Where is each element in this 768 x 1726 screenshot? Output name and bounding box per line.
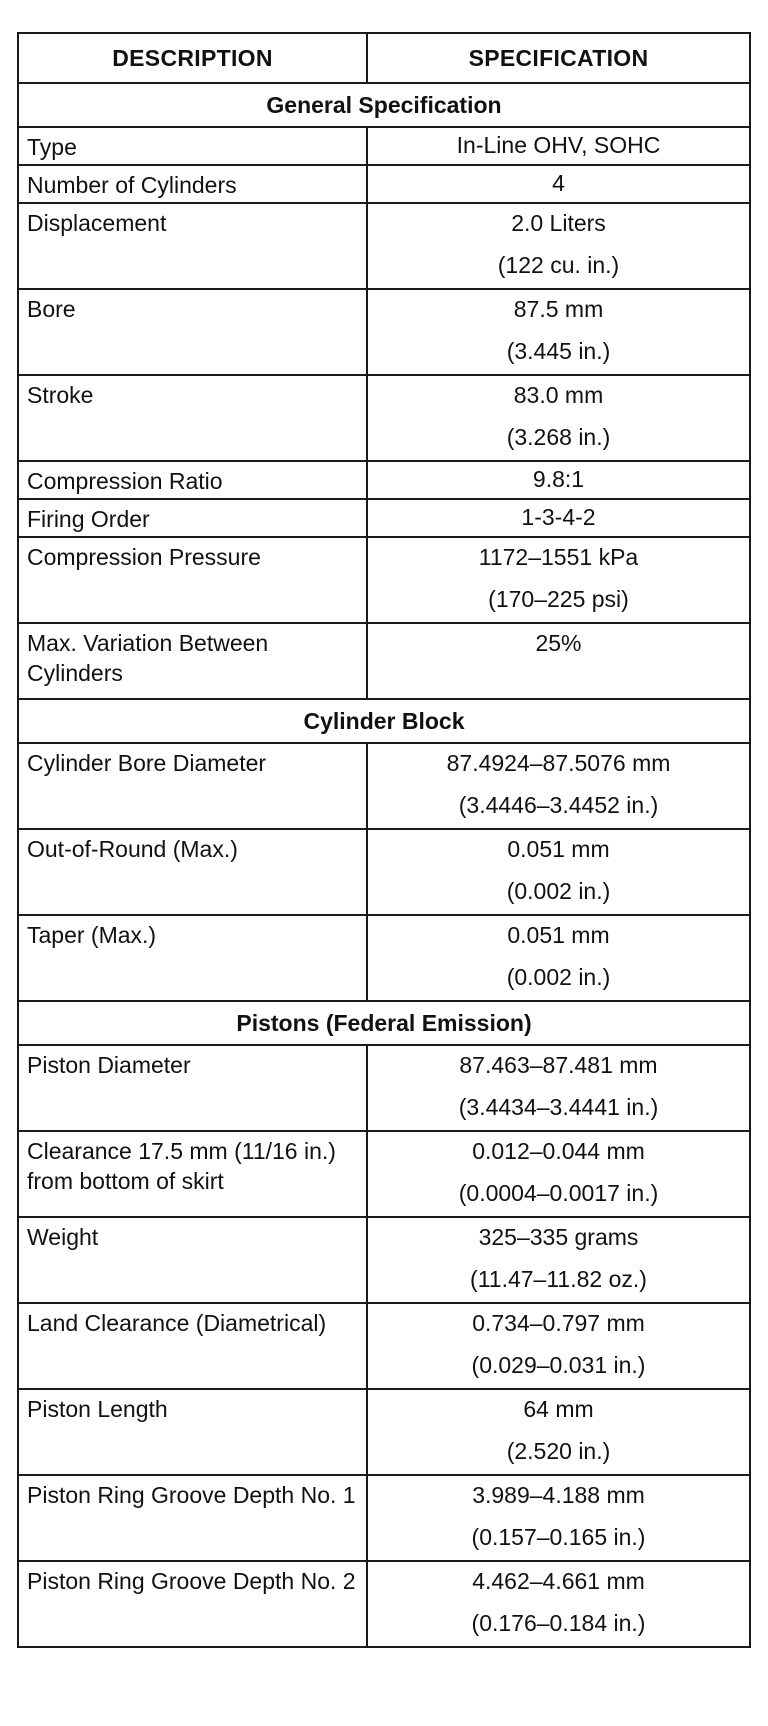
table-row xyxy=(18,165,750,203)
specification-value: 0.012–0.044 mm xyxy=(472,1138,645,1164)
specification-value: 1172–1551 kPa xyxy=(478,544,639,570)
table-row xyxy=(18,499,750,537)
specification-cell xyxy=(367,623,750,699)
specification-value: (122 cu. in.) xyxy=(497,252,620,278)
specification-value: (0.002 in.) xyxy=(506,878,611,904)
specification-cell xyxy=(367,375,750,461)
description-cell: Firing Order xyxy=(18,499,367,537)
specification-value: 3.989–4.188 mm xyxy=(472,1482,645,1508)
table-row xyxy=(18,1303,750,1389)
specification-value: 4.462–4.661 mm xyxy=(472,1568,645,1594)
description-column-header: DESCRIPTION xyxy=(18,33,367,83)
description-cell: Stroke xyxy=(18,375,367,461)
specification-cell xyxy=(367,165,750,203)
description-cell: Clearance 17.5 mm (11/16 in.) from bottom of skirt xyxy=(18,1131,367,1217)
specification-cell xyxy=(367,1475,750,1561)
description-cell: Number of Cylinders xyxy=(18,165,367,203)
table-row xyxy=(18,1131,750,1217)
specification-cell xyxy=(367,829,750,915)
section-title: Pistons (Federal Emission) xyxy=(18,1001,750,1045)
table-row xyxy=(18,1045,750,1131)
table-row xyxy=(18,1561,750,1647)
description-cell: Piston Diameter xyxy=(18,1045,367,1131)
table-body xyxy=(18,83,750,1647)
table-row xyxy=(18,461,750,499)
section-title: General Specification xyxy=(18,83,750,127)
table-row xyxy=(18,375,750,461)
specification-cell xyxy=(367,1045,750,1131)
specification-value: 0.734–0.797 mm xyxy=(472,1310,645,1336)
specification-cell xyxy=(367,915,750,1001)
specification-cell xyxy=(367,1217,750,1303)
specification-value: (0.157–0.165 in.) xyxy=(471,1524,646,1550)
description-cell: Compression Pressure xyxy=(18,537,367,623)
specification-value: In-Line OHV, SOHC xyxy=(456,132,661,158)
table-row xyxy=(18,203,750,289)
specification-cell xyxy=(367,203,750,289)
table-row xyxy=(18,1389,750,1475)
specification-value: 83.0 mm xyxy=(513,382,604,408)
specification-value: 325–335 grams xyxy=(478,1224,639,1250)
table-header xyxy=(18,33,750,83)
specification-value: 1-3-4-2 xyxy=(521,504,596,530)
specification-value: (11.47–11.82 oz.) xyxy=(470,1266,647,1292)
section-row xyxy=(18,699,750,743)
section-title: Cylinder Block xyxy=(18,699,750,743)
description-cell: Piston Ring Groove Depth No. 1 xyxy=(18,1475,367,1561)
table-row xyxy=(18,537,750,623)
table-row xyxy=(18,127,750,165)
description-cell: Taper (Max.) xyxy=(18,915,367,1001)
table-row xyxy=(18,743,750,829)
specification-cell xyxy=(367,289,750,375)
specification-cell xyxy=(367,127,750,165)
specification-cell xyxy=(367,743,750,829)
specification-value: (3.445 in.) xyxy=(506,338,611,364)
specification-cell xyxy=(367,499,750,537)
specification-cell xyxy=(367,1389,750,1475)
specification-cell xyxy=(367,1303,750,1389)
specification-value: 2.0 Liters xyxy=(511,210,606,236)
header-row xyxy=(18,33,750,83)
specification-value: 87.5 mm xyxy=(513,296,604,322)
specification-table xyxy=(17,32,751,1648)
specification-value: 4 xyxy=(552,170,565,196)
specification-value: (3.268 in.) xyxy=(506,424,611,450)
table-row xyxy=(18,915,750,1001)
section-row xyxy=(18,1001,750,1045)
specification-value: 9.8:1 xyxy=(532,466,585,492)
specification-value: (0.176–0.184 in.) xyxy=(471,1610,646,1636)
description-cell: Compression Ratio xyxy=(18,461,367,499)
specification-value: (3.4434–3.4441 in.) xyxy=(458,1094,659,1120)
description-cell: Piston Ring Groove Depth No. 2 xyxy=(18,1561,367,1647)
description-cell: Out-of-Round (Max.) xyxy=(18,829,367,915)
specification-value: 0.051 mm xyxy=(507,836,610,862)
table-row xyxy=(18,623,750,699)
table-row xyxy=(18,1217,750,1303)
specification-cell xyxy=(367,461,750,499)
description-cell: Land Clearance (Diametrical) xyxy=(18,1303,367,1389)
specification-value: (0.029–0.031 in.) xyxy=(471,1352,646,1378)
description-cell: Type xyxy=(18,127,367,165)
specification-value: (170–225 psi) xyxy=(488,586,629,612)
section-row xyxy=(18,83,750,127)
specification-value: 87.463–87.481 mm xyxy=(459,1052,658,1078)
description-cell: Weight xyxy=(18,1217,367,1303)
description-cell: Max. Variation Between Cylinders xyxy=(18,623,367,699)
specification-column-header: SPECIFICATION xyxy=(367,33,750,83)
description-cell: Piston Length xyxy=(18,1389,367,1475)
specification-cell xyxy=(367,1561,750,1647)
table-row xyxy=(18,289,750,375)
specification-value: (0.0004–0.0017 in.) xyxy=(458,1180,659,1206)
specification-value: (3.4446–3.4452 in.) xyxy=(458,792,659,818)
table-row xyxy=(18,829,750,915)
specification-value: 25% xyxy=(535,630,582,656)
description-cell: Displacement xyxy=(18,203,367,289)
specification-value: 87.4924–87.5076 mm xyxy=(446,750,671,776)
specification-value: 0.051 mm xyxy=(507,922,610,948)
specification-value: (2.520 in.) xyxy=(506,1438,611,1464)
specification-value: (0.002 in.) xyxy=(506,964,611,990)
table-row xyxy=(18,1475,750,1561)
description-cell: Cylinder Bore Diameter xyxy=(18,743,367,829)
specification-cell xyxy=(367,1131,750,1217)
specification-value: 64 mm xyxy=(523,1396,594,1422)
specification-cell xyxy=(367,537,750,623)
description-cell: Bore xyxy=(18,289,367,375)
